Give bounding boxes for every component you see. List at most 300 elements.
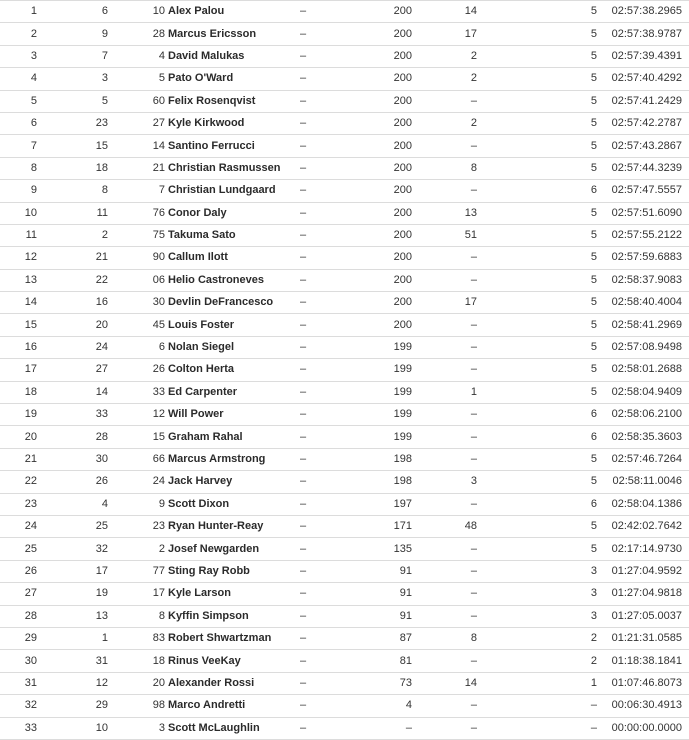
- finish-position: 11: [25, 229, 37, 242]
- start-position: 12: [95, 676, 108, 689]
- finish-position: 1: [30, 5, 37, 18]
- result-row: [0, 180, 689, 202]
- total-time-cell: 02:57:08.9498: [611, 341, 682, 354]
- laps-led-cell: –: [470, 341, 477, 354]
- driver-name: Callum Ilott: [168, 251, 228, 264]
- total-time-cell: 02:57:47.5557: [611, 184, 682, 197]
- gap-cell: –: [299, 408, 307, 421]
- pit-stops-cell: 5: [590, 72, 597, 85]
- result-row: [0, 337, 689, 359]
- pit-stops-cell: 5: [590, 341, 597, 354]
- laps-led-cell: –: [470, 609, 477, 622]
- total-time-cell: 02:57:43.2867: [611, 139, 682, 152]
- laps-cell: 200: [393, 251, 412, 264]
- driver-name: Rinus VeeKay: [168, 654, 241, 667]
- driver-name: Helio Castroneves: [168, 273, 264, 286]
- result-row: [0, 695, 689, 717]
- driver-name: Kyffin Simpson: [168, 609, 249, 622]
- driver-name: David Malukas: [168, 49, 245, 62]
- gap-cell: –: [299, 363, 307, 376]
- start-position: 27: [95, 363, 108, 376]
- finish-position: 17: [24, 363, 37, 376]
- result-row: [0, 1, 689, 23]
- start-position: 19: [95, 587, 108, 600]
- total-time-cell: 02:57:38.2965: [611, 5, 682, 18]
- start-position: 7: [101, 49, 108, 62]
- total-time-cell: 01:27:04.9818: [611, 587, 682, 600]
- car-number: 20: [152, 676, 165, 689]
- laps-led-cell: 14: [464, 676, 477, 689]
- finish-position: 26: [24, 564, 37, 577]
- gap-cell: –: [299, 497, 307, 510]
- driver-name: Christian Lundgaard: [168, 184, 276, 197]
- laps-led-cell: 3: [470, 475, 477, 488]
- total-time-cell: 02:57:44.3239: [611, 161, 682, 174]
- total-time-cell: 01:27:05.0037: [611, 609, 682, 622]
- car-number: 12: [152, 408, 165, 421]
- result-row: [0, 650, 689, 672]
- result-row: [0, 46, 689, 68]
- laps-cell: 135: [393, 542, 412, 555]
- laps-led-cell: –: [470, 721, 477, 734]
- car-number: 7: [158, 184, 165, 197]
- total-time-cell: 02:58:04.9409: [611, 385, 682, 398]
- driver-name: Felix Rosenqvist: [168, 94, 256, 107]
- result-row: [0, 583, 689, 605]
- car-number: 90: [152, 251, 165, 264]
- result-row: [0, 225, 689, 247]
- result-row: [0, 158, 689, 180]
- finish-position: 14: [24, 296, 37, 309]
- laps-cell: 200: [393, 206, 412, 219]
- laps-cell: 200: [393, 161, 412, 174]
- car-number: 15: [152, 430, 165, 443]
- laps-led-cell: –: [470, 251, 477, 264]
- laps-cell: 200: [393, 94, 412, 107]
- gap-cell: –: [299, 49, 307, 62]
- car-number: 33: [152, 385, 165, 398]
- laps-led-cell: –: [470, 654, 477, 667]
- car-number: 18: [152, 654, 165, 667]
- laps-cell: 200: [393, 139, 412, 152]
- total-time-cell: 02:17:14.9730: [611, 542, 682, 555]
- driver-name: Will Power: [168, 408, 224, 421]
- car-number: 23: [152, 520, 165, 533]
- finish-position: 20: [24, 430, 37, 443]
- car-number: 60: [152, 94, 165, 107]
- pit-stops-cell: 6: [590, 497, 597, 510]
- start-position: 16: [95, 296, 108, 309]
- finish-position: 3: [30, 49, 37, 62]
- start-position: 1: [101, 632, 108, 645]
- gap-cell: –: [299, 453, 307, 465]
- driver-name: Ryan Hunter-Reay: [168, 520, 264, 533]
- driver-name: Louis Foster: [168, 318, 235, 331]
- result-row: [0, 471, 689, 493]
- laps-led-cell: –: [470, 699, 477, 712]
- pit-stops-cell: 5: [590, 49, 597, 62]
- total-time-cell: 02:57:38.9787: [611, 27, 682, 40]
- driver-name: Devlin DeFrancesco: [168, 296, 274, 309]
- total-time-cell: 01:07:46.8073: [611, 676, 682, 689]
- laps-cell: 199: [393, 385, 412, 398]
- gap-cell: –: [299, 676, 307, 689]
- total-time-cell: 02:58:35.3603: [611, 430, 682, 443]
- finish-position: 24: [24, 520, 37, 533]
- result-row: [0, 561, 689, 583]
- driver-name: Marco Andretti: [168, 699, 246, 712]
- gap-cell: –: [299, 184, 307, 197]
- result-row: [0, 314, 689, 336]
- total-time-cell: 02:57:59.6883: [611, 251, 682, 264]
- pit-stops-cell: 5: [590, 520, 597, 533]
- gap-cell: –: [299, 564, 307, 577]
- result-row: [0, 68, 689, 90]
- start-position: 31: [95, 654, 108, 667]
- laps-cell: 171: [393, 520, 412, 533]
- laps-led-cell: –: [470, 564, 477, 577]
- start-position: 20: [95, 318, 108, 331]
- pit-stops-cell: 3: [590, 587, 597, 600]
- car-number: 83: [152, 632, 165, 645]
- driver-name: Christian Rasmussen: [168, 161, 281, 174]
- total-time-cell: 02:57:55.2122: [611, 229, 682, 242]
- start-position: 28: [95, 430, 108, 443]
- driver-name: Takuma Sato: [168, 229, 236, 242]
- gap-cell: –: [299, 654, 307, 667]
- laps-cell: 200: [393, 273, 412, 286]
- finish-position: 15: [24, 318, 37, 331]
- pit-stops-cell: 5: [590, 161, 597, 174]
- pit-stops-cell: 3: [590, 609, 597, 622]
- start-position: 3: [101, 72, 108, 85]
- gap-cell: –: [299, 699, 307, 712]
- finish-position: 33: [24, 721, 37, 734]
- laps-led-cell: 8: [470, 161, 477, 174]
- car-number: 8: [158, 609, 165, 622]
- driver-name: Robert Shwartzman: [168, 632, 272, 645]
- laps-cell: 81: [399, 654, 412, 667]
- laps-cell: 197: [393, 497, 412, 510]
- car-number: 27: [152, 117, 165, 130]
- pit-stops-cell: 6: [590, 430, 597, 443]
- total-time-cell: 02:58:37.9083: [611, 273, 682, 286]
- pit-stops-cell: 5: [590, 117, 597, 130]
- driver-name: Santino Ferrucci: [168, 139, 255, 152]
- result-row: [0, 404, 689, 426]
- total-time-cell: 00:00:00.0000: [611, 721, 682, 734]
- laps-cell: 200: [393, 229, 412, 242]
- laps-cell: 91: [399, 564, 412, 577]
- result-row: [0, 292, 689, 314]
- gap-cell: –: [299, 475, 307, 488]
- car-number: 10: [152, 5, 165, 18]
- car-number: 24: [152, 475, 165, 488]
- total-time-cell: 02:42:02.7642: [611, 520, 682, 533]
- start-position: 13: [95, 609, 108, 622]
- laps-led-cell: 2: [470, 72, 477, 85]
- driver-name: Josef Newgarden: [168, 542, 260, 555]
- total-time-cell: 02:58:40.4004: [611, 296, 682, 309]
- result-row: [0, 91, 689, 113]
- car-number: 75: [152, 229, 165, 242]
- finish-position: 30: [24, 654, 37, 667]
- finish-position: 23: [24, 497, 37, 510]
- car-number: 06: [152, 273, 165, 286]
- gap-cell: –: [299, 161, 307, 174]
- pit-stops-cell: 5: [590, 475, 597, 488]
- pit-stops-cell: 5: [590, 385, 597, 398]
- pit-stops-cell: 5: [590, 139, 597, 152]
- pit-stops-cell: –: [590, 721, 597, 734]
- result-row: [0, 628, 689, 650]
- car-number: 17: [152, 587, 165, 600]
- total-time-cell: 02:57:40.4292: [611, 72, 682, 85]
- car-number: 4: [158, 49, 165, 62]
- start-position: 11: [96, 206, 108, 219]
- pit-stops-cell: 5: [590, 251, 597, 264]
- driver-name: Alexander Rossi: [168, 676, 255, 689]
- laps-led-cell: 1: [470, 385, 477, 398]
- finish-position: 21: [24, 453, 37, 465]
- gap-cell: –: [299, 117, 307, 130]
- car-number: 76: [152, 206, 165, 219]
- pit-stops-cell: 6: [590, 184, 597, 197]
- result-row: [0, 359, 689, 381]
- pit-stops-cell: 5: [590, 296, 597, 309]
- gap-cell: –: [299, 721, 307, 734]
- laps-led-cell: 17: [464, 296, 477, 309]
- laps-led-cell: 8: [470, 632, 477, 645]
- start-position: 29: [95, 699, 108, 712]
- total-time-cell: 01:21:31.0585: [611, 632, 682, 645]
- laps-cell: 200: [393, 117, 412, 130]
- driver-name: Graham Rahal: [168, 430, 243, 443]
- driver-name: Colton Herta: [168, 363, 234, 376]
- finish-position: 13: [24, 273, 37, 286]
- total-time-cell: 02:58:11.0046: [612, 475, 682, 488]
- car-number: 45: [152, 318, 165, 331]
- driver-name: Kyle Kirkwood: [168, 117, 245, 130]
- finish-position: 22: [24, 475, 37, 488]
- gap-cell: –: [299, 296, 307, 309]
- driver-name: Scott McLaughlin: [168, 721, 260, 734]
- finish-position: 7: [30, 139, 37, 152]
- total-time-cell: 02:58:41.2969: [611, 318, 682, 331]
- finish-position: 28: [24, 609, 37, 622]
- laps-led-cell: –: [470, 408, 477, 421]
- laps-led-cell: –: [470, 542, 477, 555]
- car-number: 2: [158, 542, 165, 555]
- result-row: [0, 426, 689, 448]
- laps-led-cell: –: [470, 184, 477, 197]
- result-row: [0, 23, 689, 45]
- start-position: 23: [95, 117, 108, 130]
- laps-led-cell: 2: [470, 49, 477, 62]
- gap-cell: –: [299, 273, 307, 286]
- start-position: 5: [101, 94, 108, 107]
- gap-cell: –: [299, 632, 307, 645]
- total-time-cell: 02:57:46.7264: [611, 453, 682, 465]
- laps-cell: 200: [393, 296, 412, 309]
- finish-position: 9: [30, 184, 37, 197]
- laps-led-cell: 51: [464, 229, 477, 242]
- pit-stops-cell: 5: [590, 363, 597, 376]
- laps-cell: 4: [405, 699, 412, 712]
- laps-led-cell: –: [470, 363, 477, 376]
- pit-stops-cell: 5: [590, 27, 597, 40]
- start-position: 30: [95, 453, 108, 465]
- pit-stops-cell: –: [590, 699, 597, 712]
- gap-cell: –: [299, 229, 307, 242]
- finish-position: 18: [24, 385, 37, 398]
- gap-cell: –: [299, 341, 307, 354]
- laps-cell: 200: [393, 49, 412, 62]
- laps-led-cell: –: [470, 430, 477, 443]
- start-position: 24: [95, 341, 108, 354]
- finish-position: 2: [30, 27, 37, 40]
- result-row: [0, 382, 689, 404]
- finish-position: 8: [30, 161, 37, 174]
- car-number: 3: [158, 721, 165, 734]
- laps-cell: 199: [393, 341, 412, 354]
- car-number: 9: [158, 497, 165, 510]
- driver-name: Marcus Armstrong: [168, 453, 266, 465]
- finish-position: 12: [24, 251, 37, 264]
- finish-position: 19: [24, 408, 37, 421]
- pit-stops-cell: 5: [590, 542, 597, 555]
- laps-led-cell: –: [470, 94, 477, 107]
- result-row: [0, 494, 689, 516]
- gap-cell: –: [299, 385, 307, 398]
- result-row: [0, 135, 689, 157]
- total-time-cell: 02:58:04.1386: [611, 497, 682, 510]
- gap-cell: –: [299, 5, 307, 18]
- car-number: 21: [152, 161, 165, 174]
- result-row: [0, 538, 689, 560]
- driver-name: Ed Carpenter: [168, 385, 238, 398]
- pit-stops-cell: 3: [590, 564, 597, 577]
- result-row: [0, 606, 689, 628]
- finish-position: 27: [24, 587, 37, 600]
- car-number: 30: [152, 296, 165, 309]
- finish-position: 16: [24, 341, 37, 354]
- start-position: 2: [101, 229, 108, 242]
- gap-cell: –: [299, 609, 307, 622]
- pit-stops-cell: 5: [590, 273, 597, 286]
- laps-cell: 91: [399, 609, 412, 622]
- pit-stops-cell: 2: [590, 632, 597, 645]
- car-number: 98: [152, 699, 165, 712]
- laps-cell: 200: [393, 72, 412, 85]
- result-row: [0, 247, 689, 269]
- gap-cell: –: [299, 72, 307, 85]
- laps-cell: 199: [393, 408, 412, 421]
- driver-name: Alex Palou: [168, 5, 225, 18]
- result-row: [0, 270, 689, 292]
- finish-position: 4: [30, 72, 37, 85]
- pit-stops-cell: 2: [590, 654, 597, 667]
- total-time-cell: 01:18:38.1841: [611, 654, 682, 667]
- result-row: [0, 718, 689, 740]
- start-position: 4: [101, 497, 108, 510]
- gap-cell: –: [299, 520, 307, 533]
- gap-cell: –: [299, 318, 307, 331]
- laps-cell: 200: [393, 318, 412, 331]
- driver-name: Jack Harvey: [168, 475, 233, 488]
- start-position: 26: [95, 475, 108, 488]
- start-position: 15: [95, 139, 108, 152]
- driver-name: Scott Dixon: [168, 497, 230, 510]
- laps-led-cell: 14: [464, 5, 477, 18]
- finish-position: 25: [24, 542, 37, 555]
- laps-led-cell: –: [470, 273, 477, 286]
- result-row: [0, 203, 689, 225]
- car-number: 26: [152, 363, 165, 376]
- laps-led-cell: 13: [464, 206, 477, 219]
- car-number: 14: [152, 139, 165, 152]
- laps-cell: 73: [399, 676, 412, 689]
- result-row: [0, 449, 689, 471]
- gap-cell: –: [299, 206, 307, 219]
- car-number: 28: [152, 27, 165, 40]
- laps-cell: 200: [393, 184, 412, 197]
- pit-stops-cell: 1: [590, 676, 597, 689]
- total-time-cell: 02:57:42.2787: [611, 117, 682, 130]
- total-time-cell: 02:57:39.4391: [611, 49, 682, 62]
- pit-stops-cell: 5: [590, 229, 597, 242]
- finish-position: 10: [24, 206, 37, 219]
- laps-cell: 199: [393, 363, 412, 376]
- start-position: 18: [95, 161, 108, 174]
- pit-stops-cell: 5: [590, 453, 597, 465]
- start-position: 25: [95, 520, 108, 533]
- total-time-cell: 02:57:51.6090: [611, 206, 682, 219]
- car-number: 5: [158, 72, 165, 85]
- pit-stops-cell: 5: [590, 318, 597, 331]
- gap-cell: –: [299, 139, 307, 152]
- gap-cell: –: [299, 587, 307, 600]
- laps-cell: –: [405, 721, 412, 734]
- laps-cell: 199: [393, 430, 412, 443]
- laps-cell: 91: [399, 587, 412, 600]
- driver-name: Marcus Ericsson: [168, 27, 257, 40]
- gap-cell: –: [299, 430, 307, 443]
- finish-position: 5: [30, 94, 37, 107]
- total-time-cell: 02:58:06.2100: [611, 408, 682, 421]
- pit-stops-cell: 5: [590, 5, 597, 18]
- gap-cell: –: [299, 542, 307, 555]
- car-number: 6: [158, 341, 165, 354]
- laps-cell: 198: [393, 475, 412, 488]
- laps-cell: 200: [393, 5, 412, 18]
- gap-cell: –: [299, 27, 307, 40]
- result-row: [0, 113, 689, 135]
- pit-stops-cell: 5: [590, 206, 597, 219]
- laps-led-cell: 48: [464, 520, 477, 533]
- start-position: 32: [95, 542, 108, 555]
- driver-name: Pato O'Ward: [168, 72, 234, 85]
- start-position: 8: [101, 184, 108, 197]
- total-time-cell: 02:57:41.2429: [611, 94, 682, 107]
- finish-position: 31: [24, 676, 37, 689]
- start-position: 33: [95, 408, 108, 421]
- gap-cell: –: [299, 94, 307, 107]
- start-position: 9: [101, 27, 108, 40]
- laps-cell: 200: [393, 27, 412, 40]
- laps-cell: 87: [399, 632, 412, 645]
- start-position: 21: [95, 251, 108, 264]
